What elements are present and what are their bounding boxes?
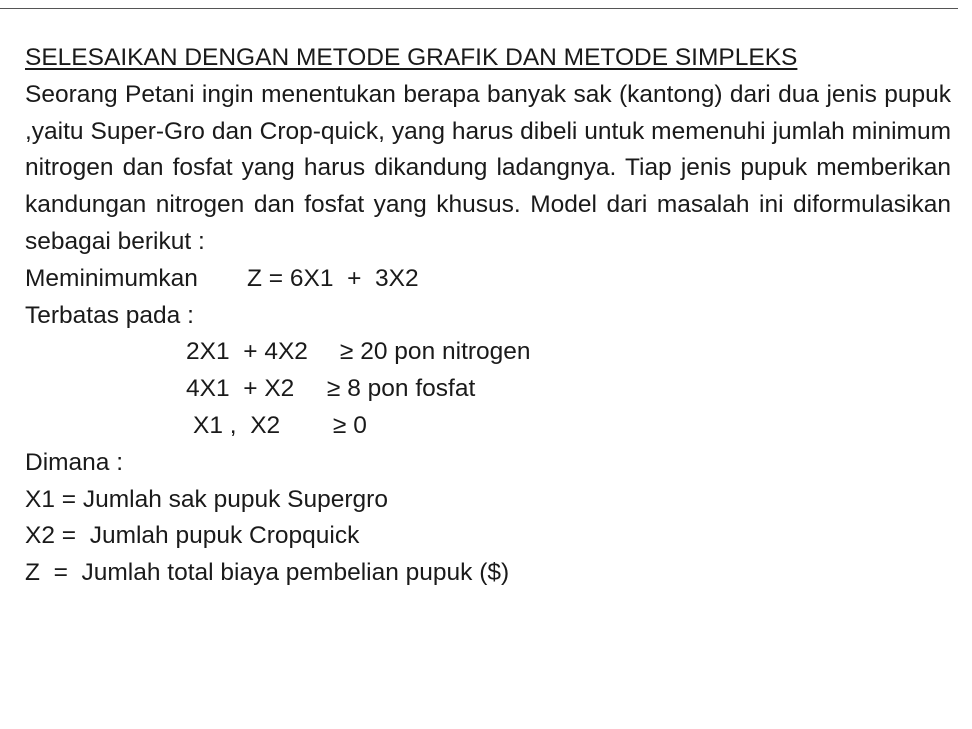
- constraint-lhs: 4X1 + X2: [186, 375, 295, 403]
- definition-z: Z = Jumlah total biaya pembelian pupuk ($): [25, 559, 510, 587]
- constraint-lhs: 2X1 + 4X2: [186, 338, 308, 366]
- objective-label: Meminimumkan: [25, 264, 198, 292]
- constraint-rhs: ≥ 20 pon nitrogen: [340, 338, 531, 366]
- definition-x1: X1 = Jumlah sak pupuk Supergro: [25, 485, 388, 513]
- top-divider: [0, 8, 958, 9]
- definitions-label: Dimana :: [25, 448, 124, 476]
- constraint-nitrogen: [25, 334, 951, 371]
- objective-expression: Z = 6X1 + 3X2: [247, 264, 419, 292]
- definition-x2: X2 = Jumlah pupuk Cropquick: [25, 522, 360, 550]
- document-body: [25, 40, 951, 592]
- objective-function: [25, 261, 951, 298]
- constraint-nonnegativity: [25, 408, 951, 445]
- constraints-label: Terbatas pada :: [25, 301, 194, 329]
- constraint-rhs: ≥ 0: [333, 411, 367, 439]
- constraint-lhs: X1 , X2: [193, 411, 281, 439]
- document-title: SELESAIKAN DENGAN METODE GRAFIK DAN METODE SIMPLEKS: [25, 44, 798, 71]
- constraint-rhs: ≥ 8 pon fosfat: [327, 375, 476, 403]
- problem-statement: Seorang Petani ingin menentukan berapa banyak sak (kantong) dari dua jenis pupuk ,yaitu Super-Gro dan Crop-quick, yang harus dibeli untuk memenuhi jumlah minimum nitrogen dan fosfat yang harus dikandung ladangnya. Tiap jenis pupuk memberikan kandungan nitrogen dan fosfat yang khusus. Model dari masalah ini diformulasikan sebagai berikut :: [25, 80, 951, 255]
- constraint-fosfat: [25, 371, 951, 408]
